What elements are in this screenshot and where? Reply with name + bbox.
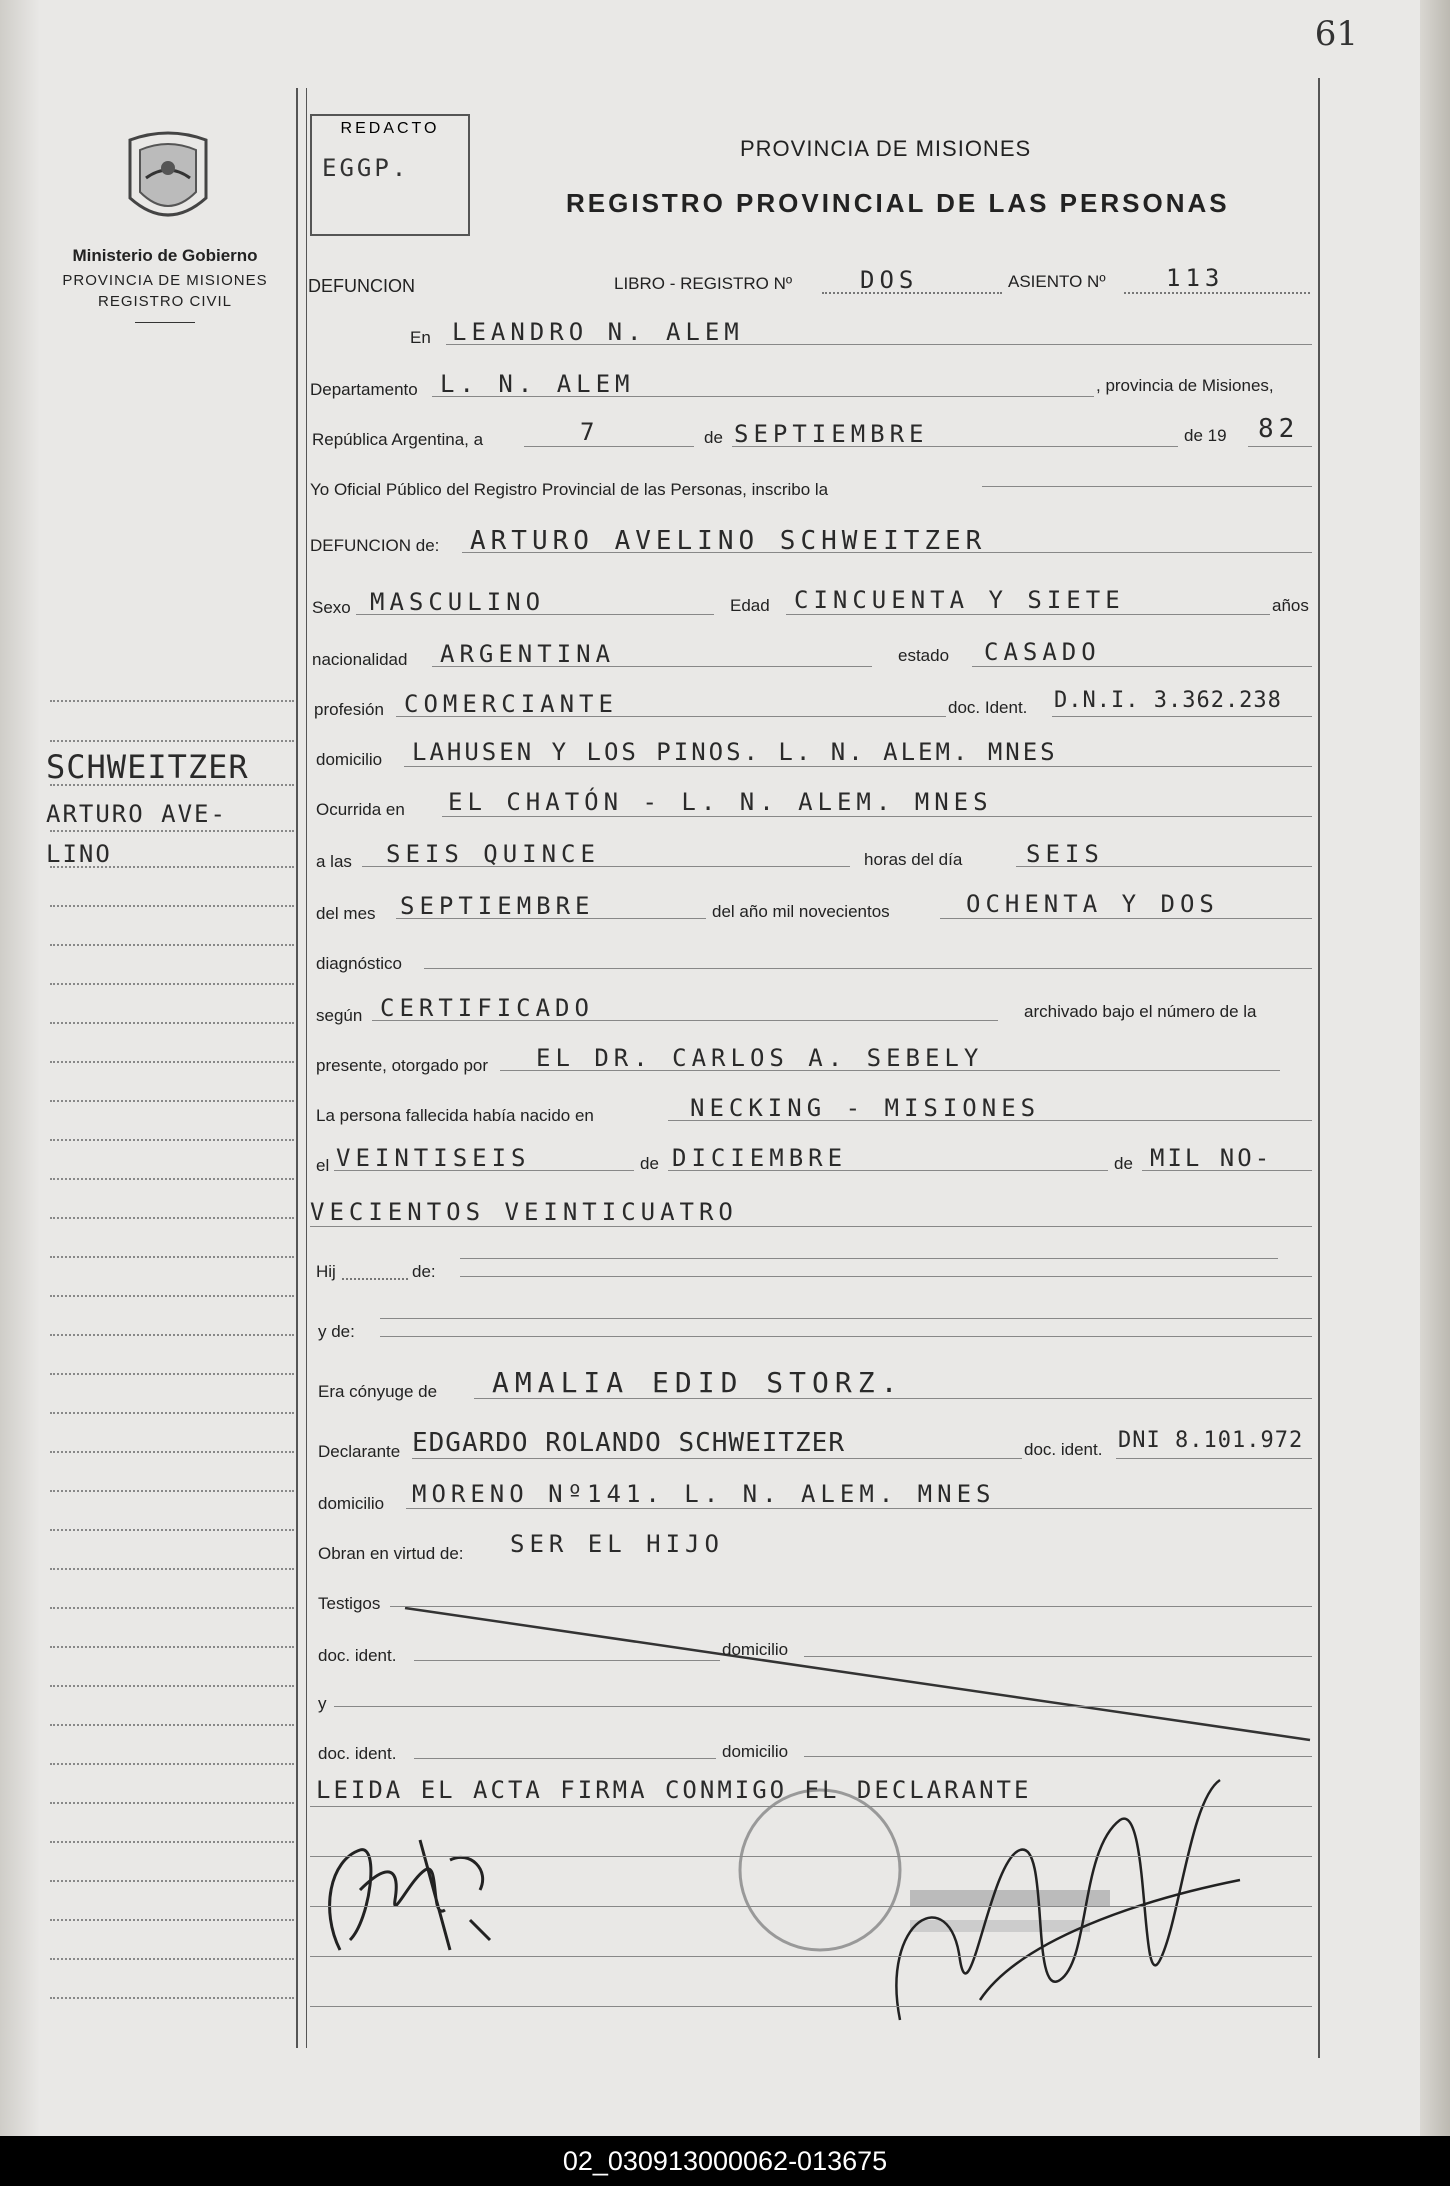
domicilio-line — [404, 766, 1312, 767]
margin-rule — [296, 88, 298, 2048]
declarante-value: EDGARDO ROLANDO SCHWEITZER — [412, 1428, 845, 1458]
ministry-name: Ministerio de Gobierno — [72, 246, 258, 265]
margin-line — [50, 905, 294, 907]
alas-label: a las — [316, 852, 352, 871]
margin-line — [50, 1334, 294, 1336]
margin-surname: SCHWEITZER — [46, 748, 249, 786]
en-value: LEANDRO N. ALEM — [452, 318, 744, 346]
margin-line — [50, 1217, 294, 1219]
libro-label: LIBRO - REGISTRO Nº — [614, 274, 793, 293]
margin-line — [50, 866, 294, 868]
obran-value: SER EL HIJO — [510, 1530, 724, 1558]
margin-line — [50, 1490, 294, 1492]
doc-line — [1052, 716, 1312, 717]
segun-label: según — [316, 1006, 363, 1025]
hij-dots — [342, 1278, 408, 1280]
margin-line — [50, 1529, 294, 1531]
footer-code: 02_030913000062-013675 — [0, 2136, 1450, 2186]
edad-line — [786, 614, 1270, 615]
conyuge-label: Era cónyuge de — [318, 1382, 438, 1401]
leida-value: LEIDA EL ACTA FIRMA CONMIGO EL DECLARANTE — [316, 1776, 1032, 1804]
y-label: y — [318, 1694, 327, 1713]
el-label: el — [316, 1156, 330, 1175]
de-label: de — [704, 428, 723, 447]
departamento-label: Departamento — [310, 380, 418, 399]
day-line — [524, 446, 694, 447]
hij-label: Hij — [316, 1262, 336, 1281]
decl-dom-line — [406, 1508, 1312, 1509]
blank-line — [310, 1906, 1312, 1907]
month-value: SEPTIEMBRE — [734, 420, 929, 448]
segun-value: CERTIFICADO — [380, 994, 594, 1022]
estado-label: estado — [898, 646, 950, 665]
nacido-label: La persona fallecida había nacido en — [316, 1106, 594, 1125]
obran-label: Obran en virtud de: — [318, 1544, 464, 1563]
page-number: 61 — [1314, 14, 1358, 54]
margin-line — [50, 1295, 294, 1297]
registry-title: REGISTRO PROVINCIAL DE LAS PERSONAS — [566, 188, 1230, 218]
ocurrida-label: Ocurrida en — [316, 800, 405, 819]
section-label: DEFUNCION — [308, 276, 415, 296]
sexo-value: MASCULINO — [370, 588, 546, 616]
declarante-label: Declarante — [318, 1442, 401, 1461]
margin-given-2: LINO — [46, 840, 112, 868]
margin-line — [50, 1451, 294, 1453]
doc-ident2-line — [414, 1758, 716, 1759]
ministry-office: REGISTRO CIVIL — [97, 293, 233, 310]
asiento-label: ASIENTO Nº — [1008, 272, 1106, 291]
ano-line — [940, 918, 1312, 919]
libro-value: DOS — [860, 266, 919, 294]
margin-line — [50, 1958, 294, 1960]
nacionalidad-label: nacionalidad — [312, 650, 408, 669]
margin-line — [50, 1802, 294, 1804]
doc-value: D.N.I. 3.362.238 — [1054, 688, 1282, 713]
margin-line — [50, 944, 294, 946]
margin-line — [50, 1061, 294, 1063]
strike-line — [400, 1600, 1320, 1750]
margin-line — [50, 1724, 294, 1726]
margin-line — [50, 1880, 294, 1882]
defuncion-label: DEFUNCION de: — [310, 536, 440, 555]
en-label: En — [410, 328, 431, 347]
decl-doc-value: DNI 8.101.972 — [1118, 1428, 1304, 1453]
ministry-rule — [135, 322, 195, 323]
signature-left — [300, 1800, 530, 1980]
de2-value: DICIEMBRE — [672, 1144, 848, 1172]
declarante-line — [412, 1458, 1022, 1459]
domicilio1-line — [804, 1656, 1312, 1657]
cont-value: VECIENTOS VEINTICUATRO — [310, 1198, 738, 1226]
yde-label: y de: — [318, 1322, 355, 1341]
right-rule — [1318, 78, 1320, 2058]
ano-label: del año mil novecientos — [712, 902, 890, 921]
edad-value: CINCUENTA Y SIETE — [794, 586, 1125, 614]
horas-label: horas del día — [864, 850, 963, 869]
year-label: de 19 — [1184, 426, 1227, 445]
margin-line — [50, 1568, 294, 1570]
doc-label: doc. Ident. — [948, 698, 1028, 717]
province-title: PROVINCIA DE MISIONES — [740, 136, 1032, 161]
conyuge-value: AMALIA EDID STORZ. — [492, 1366, 904, 1399]
margin-line — [50, 740, 294, 742]
edad-label: Edad — [730, 596, 770, 615]
domicilio2-label: domicilio — [722, 1742, 789, 1761]
estado-line — [972, 666, 1312, 667]
domicilio-label: domicilio — [316, 750, 383, 769]
republica-label: República Argentina, a — [312, 430, 484, 449]
estado-value: CASADO — [984, 638, 1101, 666]
doc-ident1-line — [414, 1660, 720, 1661]
blank-line — [310, 1856, 1312, 1857]
margin-line — [50, 1100, 294, 1102]
archivado-text: archivado bajo el número de la — [1024, 1002, 1257, 1021]
doc-ident2-label: doc. ident. — [318, 1744, 397, 1763]
blank-line — [310, 2006, 1312, 2007]
page-edge — [1420, 0, 1450, 2136]
decl-doc-label: doc. ident. — [1024, 1440, 1103, 1459]
de3-value: MIL NO- — [1150, 1144, 1273, 1172]
redacto-label: REDACTO — [340, 120, 440, 137]
mes-value: SEPTIEMBRE — [400, 892, 595, 920]
alas-value: SEIS QUINCE — [386, 840, 600, 868]
year-line — [1248, 446, 1312, 447]
margin-line — [50, 1256, 294, 1258]
year-value: 82 — [1258, 414, 1300, 444]
margin-line — [50, 830, 294, 832]
de2-label: de — [640, 1154, 659, 1173]
margin-line — [50, 1022, 294, 1024]
margin-line — [50, 784, 294, 786]
margin-line — [50, 1841, 294, 1843]
margin-line — [50, 1412, 294, 1414]
redacto-box — [310, 114, 470, 236]
profesion-value: COMERCIANTE — [404, 690, 618, 718]
el-value: VEINTISEIS — [336, 1144, 531, 1172]
yde-line-2 — [380, 1336, 1312, 1337]
leida-line — [310, 1806, 1312, 1807]
hij-de-label: de: — [412, 1262, 436, 1281]
decl-dom-value: MORENO Nº141. L. N. ALEM. MNES — [412, 1480, 996, 1508]
sexo-label: Sexo — [312, 598, 351, 617]
decl-dom-label: domicilio — [318, 1494, 385, 1513]
y-line — [334, 1706, 1312, 1707]
asiento-line — [1124, 292, 1310, 294]
margin-line — [50, 1139, 294, 1141]
provincia-text: , provincia de Misiones, — [1096, 376, 1274, 395]
nacionalidad-value: ARGENTINA — [440, 640, 616, 668]
hij-line-1 — [460, 1258, 1278, 1259]
yde-line-1 — [380, 1318, 1312, 1319]
margin-line — [50, 1373, 294, 1375]
ocurrida-line — [442, 816, 1312, 817]
margin-line — [50, 1178, 294, 1180]
ministry-block — [30, 246, 300, 323]
horas-value: SEIS — [1026, 840, 1104, 868]
ano-value: OCHENTA Y DOS — [966, 890, 1219, 918]
redacto-value: EGGP. — [322, 154, 410, 182]
margin-line — [50, 1997, 294, 1999]
doc-ident1-label: doc. ident. — [318, 1646, 397, 1665]
nacido-value: NECKING - MISIONES — [690, 1094, 1041, 1122]
profesion-label: profesión — [314, 700, 384, 719]
margin-given-1: ARTURO AVE- — [46, 800, 227, 828]
diagnostico-label: diagnóstico — [316, 954, 403, 973]
margin-line — [50, 1607, 294, 1609]
diagnostico-line — [424, 968, 1312, 969]
margin-line — [50, 983, 294, 985]
margin-rule-inner — [306, 88, 307, 2048]
margin-line — [50, 1685, 294, 1687]
departamento-value: L. N. ALEM — [440, 370, 635, 398]
testigos-line — [390, 1606, 1312, 1607]
asiento-value: 113 — [1166, 264, 1225, 292]
mes-label: del mes — [316, 904, 376, 923]
presente-label: presente, otorgado por — [316, 1056, 489, 1075]
cont-line — [310, 1226, 1312, 1227]
day-value: 7 — [580, 418, 600, 446]
decl-doc-line — [1116, 1458, 1312, 1459]
margin-line — [50, 1919, 294, 1921]
presente-value: EL DR. CARLOS A. SEBELY — [536, 1044, 984, 1072]
ocurrida-value: EL CHATÓN - L. N. ALEM. MNES — [448, 788, 993, 816]
de3-label: de — [1114, 1154, 1133, 1173]
defuncion-value: ARTURO AVELINO SCHWEITZER — [470, 526, 987, 556]
margin-line — [50, 700, 294, 702]
oficial-line — [982, 486, 1312, 487]
provincial-seal — [122, 128, 214, 232]
testigos-label: Testigos — [318, 1594, 381, 1613]
domicilio-value: LAHUSEN Y LOS PINOS. L. N. ALEM. MNES — [412, 738, 1058, 766]
margin-line — [50, 1646, 294, 1648]
margin-line — [50, 1763, 294, 1765]
domicilio1-label: domicilio — [722, 1640, 789, 1659]
oficial-text: Yo Oficial Público del Registro Provincial de las Personas, inscribo la — [310, 480, 829, 499]
hij-line-2 — [460, 1276, 1312, 1277]
domicilio2-line — [804, 1756, 1312, 1757]
ministry-province: PROVINCIA DE MISIONES — [62, 272, 268, 289]
anos-label: años — [1272, 596, 1309, 615]
blank-line — [310, 1956, 1312, 1957]
